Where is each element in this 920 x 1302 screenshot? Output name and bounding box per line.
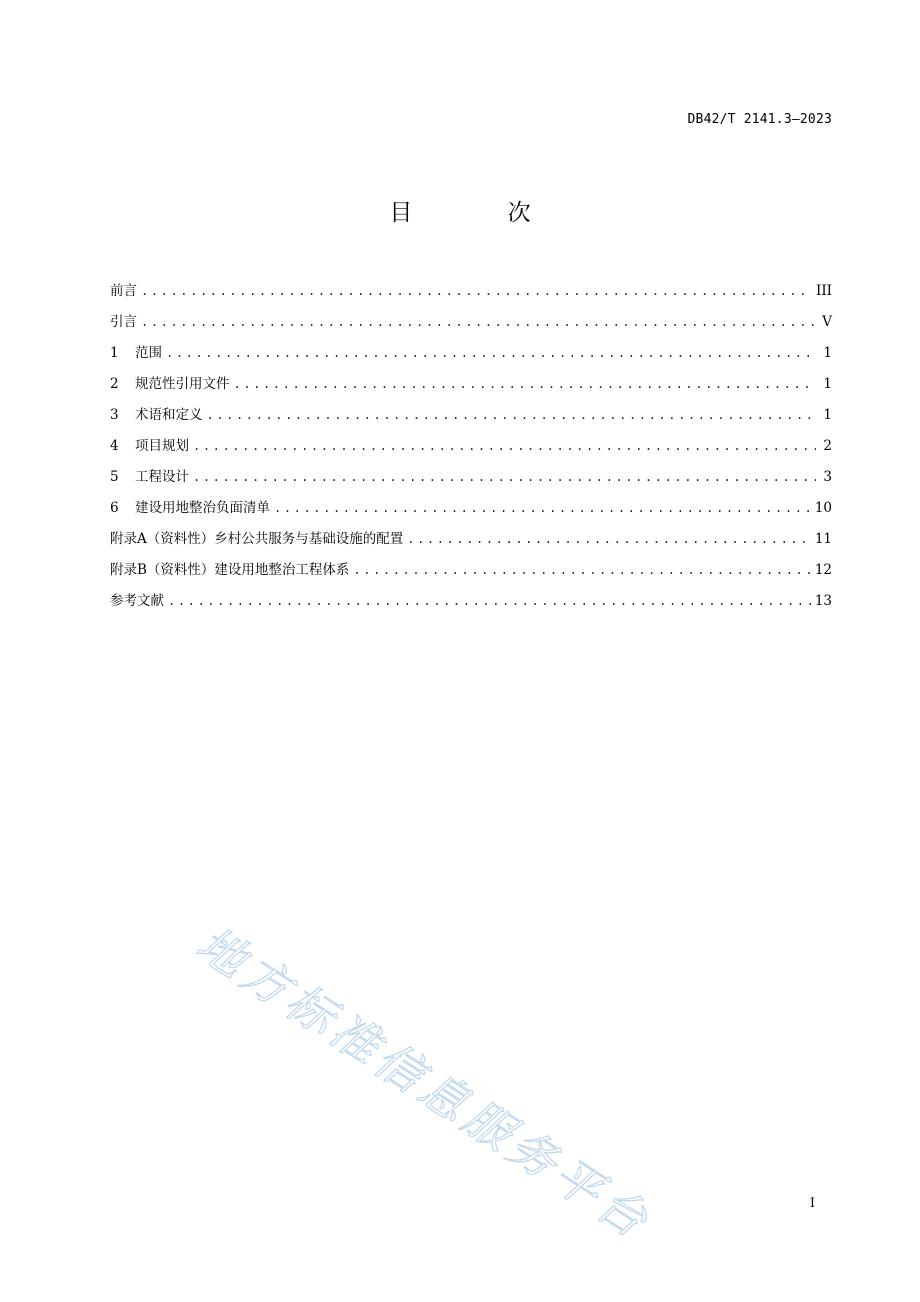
watermark: 地方标准信息服务平台 xyxy=(186,916,662,1252)
toc-entry-appendix-a[interactable] xyxy=(110,528,832,559)
toc-page-number: 1 xyxy=(823,407,832,423)
dot-leader xyxy=(207,404,817,426)
toc-entry-engineering-design[interactable] xyxy=(110,466,832,497)
toc-page-number: 1 xyxy=(823,376,832,392)
toc-section-number: 6 xyxy=(110,500,119,516)
toc-label: 建设用地整治负面清单 xyxy=(135,500,270,516)
toc-label: 附录B（资料性）建设用地整治工程体系 xyxy=(110,562,350,578)
toc-page-number: 11 xyxy=(814,531,832,547)
toc-section-number: 5 xyxy=(110,469,119,485)
toc-entry-scope[interactable] xyxy=(110,342,832,373)
dot-leader xyxy=(166,342,816,364)
dot-leader xyxy=(234,373,817,395)
toc-page-number: III xyxy=(816,283,832,299)
toc-entry-appendix-b[interactable] xyxy=(110,559,832,590)
toc-entry-terms-definitions[interactable] xyxy=(110,404,832,435)
toc-page-number: 2 xyxy=(823,438,832,454)
toc-page-number: 10 xyxy=(814,500,832,516)
toc-section-number: 3 xyxy=(110,407,119,423)
toc-label: 附录A（资料性）乡村公共服务与基础设施的配置 xyxy=(110,531,404,547)
toc-section-number: 1 xyxy=(110,345,119,361)
toc-page-number: 12 xyxy=(814,562,832,578)
toc-entry-project-planning[interactable] xyxy=(110,435,832,466)
table-of-contents xyxy=(110,280,832,621)
toc-entry-foreword[interactable] xyxy=(110,280,832,311)
toc-label: 规范性引用文件 xyxy=(135,376,230,392)
toc-label: 范围 xyxy=(135,345,162,361)
dot-leader xyxy=(353,559,810,581)
toc-label: 项目规划 xyxy=(135,438,189,454)
toc-page-number: 3 xyxy=(823,469,832,485)
dot-leader xyxy=(193,435,816,457)
toc-entry-negative-list[interactable] xyxy=(110,497,832,528)
dot-leader xyxy=(141,280,812,302)
toc-label: 术语和定义 xyxy=(135,407,203,423)
dot-leader xyxy=(274,497,811,519)
toc-page-number: 1 xyxy=(823,345,832,361)
toc-entry-introduction[interactable] xyxy=(110,311,832,342)
dot-leader xyxy=(193,466,816,488)
toc-label: 工程设计 xyxy=(135,469,189,485)
toc-page-number: V xyxy=(822,314,832,330)
toc-entry-bibliography[interactable] xyxy=(110,590,832,621)
toc-page-number: 13 xyxy=(814,593,832,609)
toc-entry-normative-references[interactable] xyxy=(110,373,832,404)
page-title: 目 次 xyxy=(389,200,575,226)
toc-label: 引言 xyxy=(110,314,137,330)
toc-section-number: 4 xyxy=(110,438,119,454)
toc-section-number: 2 xyxy=(110,376,119,392)
dot-leader xyxy=(407,528,811,550)
page-number: I xyxy=(809,1196,815,1211)
toc-label: 参考文献 xyxy=(110,593,164,609)
dot-leader xyxy=(168,590,811,612)
toc-label: 前言 xyxy=(110,283,137,299)
standard-code: DB42/T 2141.3—2023 xyxy=(687,112,832,127)
dot-leader xyxy=(141,311,816,333)
